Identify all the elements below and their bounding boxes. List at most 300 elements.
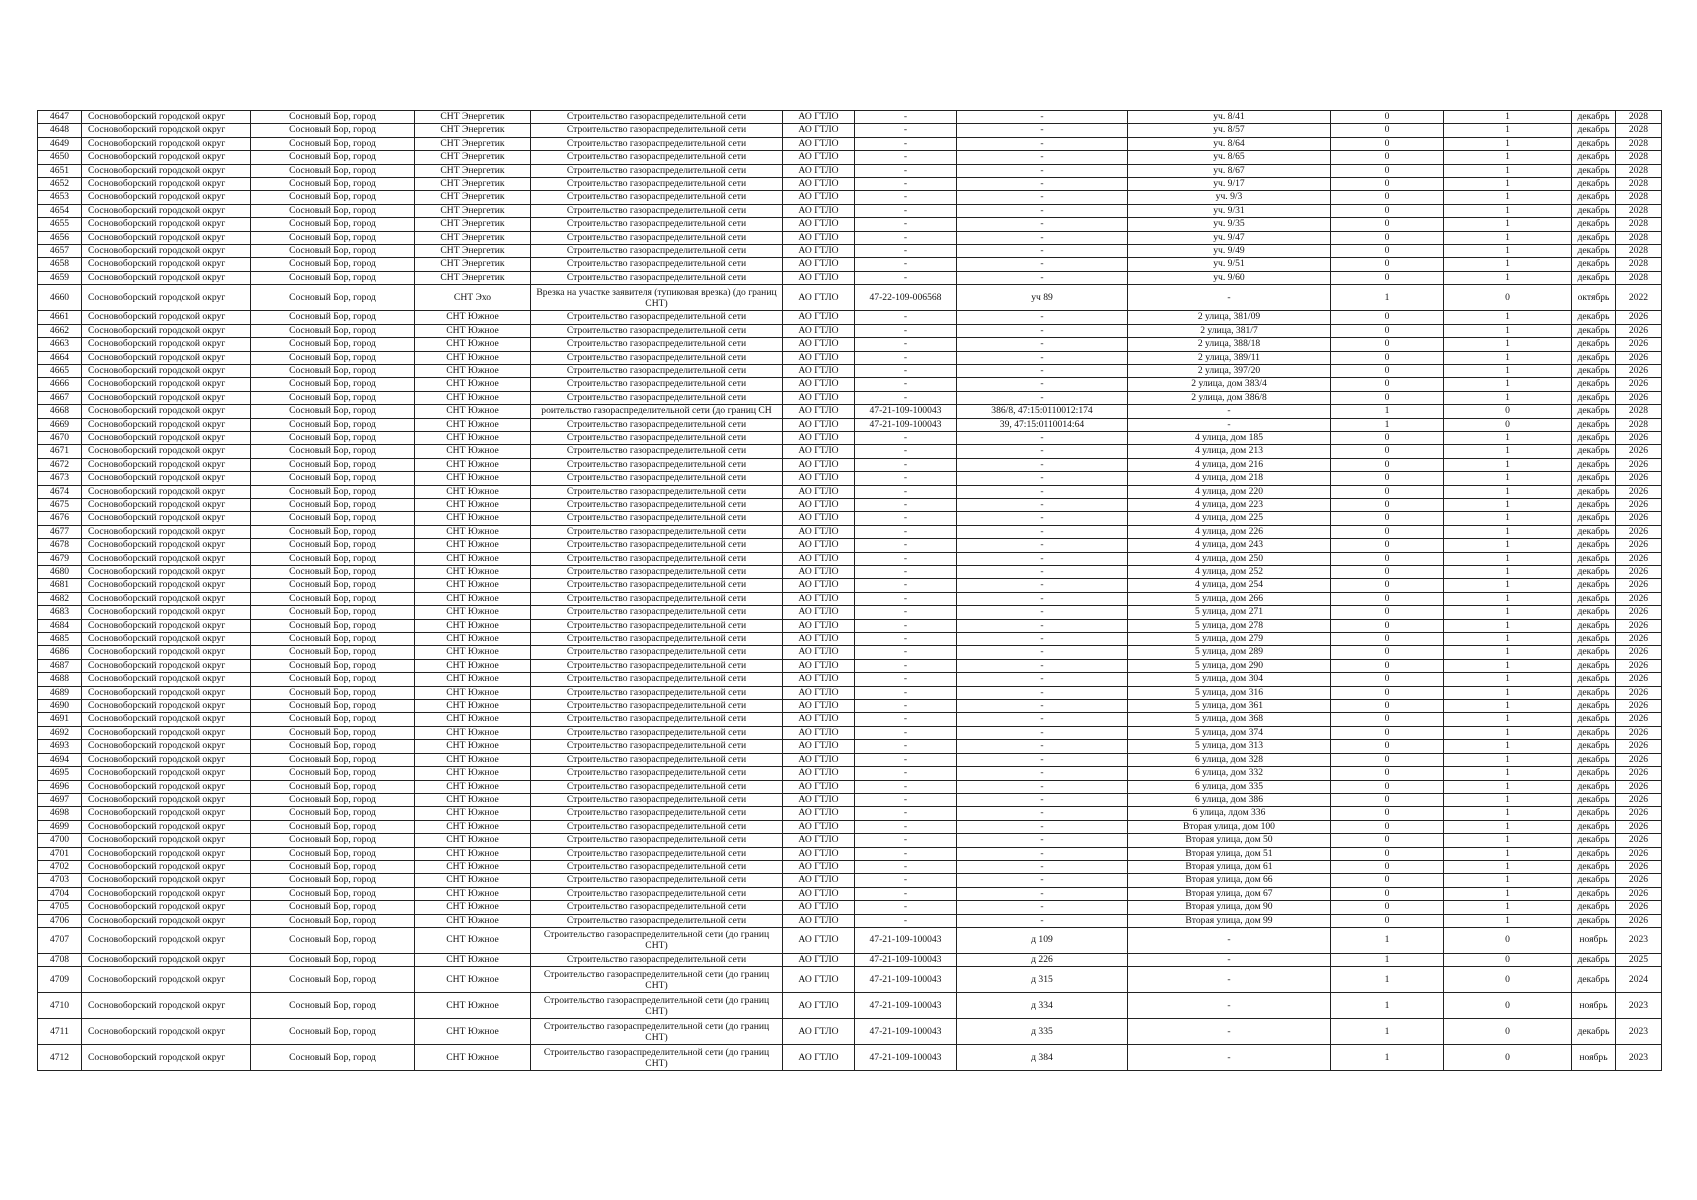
work-type-cell: Строительство газораспределительной сети xyxy=(531,901,783,914)
operator-cell: АО ГТЛО xyxy=(783,953,855,966)
table-row xyxy=(38,927,1662,953)
operator-cell: АО ГТЛО xyxy=(783,271,855,284)
plot-cell: - xyxy=(957,378,1128,391)
snt-cell: СНТ Южное xyxy=(415,552,531,565)
value-2-cell: 1 xyxy=(1444,431,1572,444)
value-2-cell: 1 xyxy=(1444,164,1572,177)
table-row xyxy=(38,619,1662,632)
settlement-cell: Сосновый Бор, город xyxy=(251,1019,415,1045)
settlement-cell: Сосновый Бор, город xyxy=(251,914,415,927)
value-2-cell: 1 xyxy=(1444,445,1572,458)
value-1-cell: 0 xyxy=(1331,191,1444,204)
municipality-cell: Сосновоборский городской округ xyxy=(82,191,251,204)
municipality-cell: Сосновоборский городской округ xyxy=(82,820,251,833)
value-2-cell: 1 xyxy=(1444,686,1572,699)
row-number: 4664 xyxy=(38,351,82,364)
snt-cell: СНТ Южное xyxy=(415,807,531,820)
month-cell: декабрь xyxy=(1572,271,1616,284)
value-1-cell: 0 xyxy=(1331,431,1444,444)
row-number: 4647 xyxy=(38,111,82,124)
table-row xyxy=(38,686,1662,699)
work-type-cell: Строительство газораспределительной сети xyxy=(531,525,783,538)
year-cell: 2026 xyxy=(1616,498,1662,511)
settlement-cell: Сосновый Бор, город xyxy=(251,191,415,204)
municipality-cell: Сосновоборский городской округ xyxy=(82,659,251,672)
municipality-cell: Сосновоборский городской округ xyxy=(82,700,251,713)
municipality-cell: Сосновоборский городской округ xyxy=(82,151,251,164)
work-type-cell: Строительство газораспределительной сети xyxy=(531,391,783,404)
address-cell: 4 улица, дом 223 xyxy=(1128,498,1331,511)
settlement-cell: Сосновый Бор, город xyxy=(251,887,415,900)
year-cell: 2026 xyxy=(1616,324,1662,337)
operator-cell: АО ГТЛО xyxy=(783,111,855,124)
address-cell: уч. 8/64 xyxy=(1128,137,1331,150)
plot-cell: д 315 xyxy=(957,967,1128,993)
table-row xyxy=(38,364,1662,377)
table-row xyxy=(38,834,1662,847)
operator-cell: АО ГТЛО xyxy=(783,164,855,177)
settlement-cell: Сосновый Бор, город xyxy=(251,271,415,284)
row-number: 4684 xyxy=(38,619,82,632)
month-cell: декабрь xyxy=(1572,405,1616,418)
work-type-cell: Строительство газораспределительной сети xyxy=(531,151,783,164)
operator-cell: АО ГТЛО xyxy=(783,485,855,498)
work-type-cell: Строительство газораспределительной сети xyxy=(531,111,783,124)
snt-cell: СНТ Южное xyxy=(415,378,531,391)
month-cell: декабрь xyxy=(1572,834,1616,847)
operator-cell: АО ГТЛО xyxy=(783,245,855,258)
municipality-cell: Сосновоборский городской округ xyxy=(82,111,251,124)
row-number: 4692 xyxy=(38,726,82,739)
snt-cell: СНТ Энергетик xyxy=(415,111,531,124)
snt-cell: СНТ Энергетик xyxy=(415,245,531,258)
cadastral-cell: - xyxy=(855,351,957,364)
settlement-cell: Сосновый Бор, город xyxy=(251,178,415,191)
snt-cell: СНТ Южное xyxy=(415,953,531,966)
operator-cell: АО ГТЛО xyxy=(783,887,855,900)
operator-cell: АО ГТЛО xyxy=(783,606,855,619)
work-type-cell: Строительство газораспределительной сети xyxy=(531,245,783,258)
address-cell: уч. 9/47 xyxy=(1128,231,1331,244)
snt-cell: СНТ Южное xyxy=(415,498,531,511)
work-type-cell: Строительство газораспределительной сети xyxy=(531,204,783,217)
municipality-cell: Сосновоборский городской округ xyxy=(82,418,251,431)
value-1-cell: 0 xyxy=(1331,338,1444,351)
work-type-cell: Строительство газораспределительной сети xyxy=(531,364,783,377)
value-2-cell: 1 xyxy=(1444,258,1572,271)
work-type-cell: Строительство газораспределительной сети xyxy=(531,552,783,565)
plot-cell: - xyxy=(957,820,1128,833)
month-cell: декабрь xyxy=(1572,445,1616,458)
cadastral-cell: - xyxy=(855,245,957,258)
table-row xyxy=(38,151,1662,164)
year-cell: 2023 xyxy=(1616,1019,1662,1045)
plot-cell: - xyxy=(957,619,1128,632)
year-cell: 2028 xyxy=(1616,218,1662,231)
value-2-cell: 1 xyxy=(1444,874,1572,887)
settlement-cell: Сосновый Бор, город xyxy=(251,820,415,833)
plot-cell: - xyxy=(957,767,1128,780)
cadastral-cell: - xyxy=(855,793,957,806)
snt-cell: СНТ Южное xyxy=(415,472,531,485)
operator-cell: АО ГТЛО xyxy=(783,405,855,418)
month-cell: декабрь xyxy=(1572,364,1616,377)
plot-cell: - xyxy=(957,391,1128,404)
value-1-cell: 0 xyxy=(1331,780,1444,793)
work-type-cell: Строительство газораспределительной сети xyxy=(531,271,783,284)
address-cell: 4 улица, дом 250 xyxy=(1128,552,1331,565)
cadastral-cell: - xyxy=(855,860,957,873)
work-type-cell: Строительство газораспределительной сети xyxy=(531,592,783,605)
value-2-cell: 1 xyxy=(1444,633,1572,646)
plot-cell: - xyxy=(957,874,1128,887)
table-row xyxy=(38,967,1662,993)
operator-cell: АО ГТЛО xyxy=(783,726,855,739)
municipality-cell: Сосновоборский городской округ xyxy=(82,807,251,820)
settlement-cell: Сосновый Бор, город xyxy=(251,993,415,1019)
work-type-cell: Строительство газораспределительной сети xyxy=(531,847,783,860)
snt-cell: СНТ Энергетик xyxy=(415,124,531,137)
value-2-cell: 1 xyxy=(1444,767,1572,780)
settlement-cell: Сосновый Бор, город xyxy=(251,258,415,271)
plot-cell: - xyxy=(957,646,1128,659)
cadastral-cell: - xyxy=(855,874,957,887)
operator-cell: АО ГТЛО xyxy=(783,458,855,471)
work-type-cell: Строительство газораспределительной сети xyxy=(531,820,783,833)
table-row xyxy=(38,418,1662,431)
month-cell: декабрь xyxy=(1572,204,1616,217)
cadastral-cell: - xyxy=(855,258,957,271)
operator-cell: АО ГТЛО xyxy=(783,592,855,605)
operator-cell: АО ГТЛО xyxy=(783,351,855,364)
year-cell: 2026 xyxy=(1616,686,1662,699)
settlement-cell: Сосновый Бор, город xyxy=(251,338,415,351)
cadastral-cell: - xyxy=(855,525,957,538)
value-2-cell: 1 xyxy=(1444,324,1572,337)
plot-cell: - xyxy=(957,324,1128,337)
value-1-cell: 0 xyxy=(1331,619,1444,632)
value-2-cell: 1 xyxy=(1444,753,1572,766)
value-2-cell: 0 xyxy=(1444,1045,1572,1071)
row-number: 4699 xyxy=(38,820,82,833)
cadastral-cell: - xyxy=(855,191,957,204)
value-1-cell: 0 xyxy=(1331,820,1444,833)
year-cell: 2022 xyxy=(1616,285,1662,311)
year-cell: 2026 xyxy=(1616,338,1662,351)
year-cell: 2023 xyxy=(1616,1045,1662,1071)
snt-cell: СНТ Южное xyxy=(415,834,531,847)
snt-cell: СНТ Энергетик xyxy=(415,164,531,177)
row-number: 4665 xyxy=(38,364,82,377)
month-cell: декабрь xyxy=(1572,164,1616,177)
row-number: 4661 xyxy=(38,311,82,324)
table-row xyxy=(38,137,1662,150)
value-1-cell: 1 xyxy=(1331,993,1444,1019)
value-1-cell: 0 xyxy=(1331,364,1444,377)
municipality-cell: Сосновоборский городской округ xyxy=(82,927,251,953)
plot-cell: - xyxy=(957,606,1128,619)
snt-cell: СНТ Южное xyxy=(415,967,531,993)
year-cell: 2026 xyxy=(1616,539,1662,552)
value-1-cell: 0 xyxy=(1331,271,1444,284)
municipality-cell: Сосновоборский городской округ xyxy=(82,231,251,244)
cadastral-cell: - xyxy=(855,498,957,511)
value-1-cell: 0 xyxy=(1331,633,1444,646)
table-row xyxy=(38,740,1662,753)
snt-cell: СНТ Южное xyxy=(415,740,531,753)
operator-cell: АО ГТЛО xyxy=(783,231,855,244)
table-row xyxy=(38,673,1662,686)
data-table xyxy=(37,110,1662,1071)
year-cell: 2026 xyxy=(1616,512,1662,525)
work-type-cell: Строительство газораспределительной сети xyxy=(531,860,783,873)
cadastral-cell: 47-21-109-100043 xyxy=(855,967,957,993)
address-cell: - xyxy=(1128,418,1331,431)
address-cell: 6 улица, дом 328 xyxy=(1128,753,1331,766)
row-number: 4690 xyxy=(38,700,82,713)
plot-cell: - xyxy=(957,271,1128,284)
address-cell: 4 улица, дом 243 xyxy=(1128,539,1331,552)
row-number: 4683 xyxy=(38,606,82,619)
value-2-cell: 1 xyxy=(1444,178,1572,191)
cadastral-cell: - xyxy=(855,391,957,404)
value-1-cell: 0 xyxy=(1331,807,1444,820)
address-cell: 5 улица, дом 289 xyxy=(1128,646,1331,659)
year-cell: 2028 xyxy=(1616,204,1662,217)
snt-cell: СНТ Южное xyxy=(415,914,531,927)
value-1-cell: 0 xyxy=(1331,767,1444,780)
plot-cell: - xyxy=(957,673,1128,686)
table-row xyxy=(38,993,1662,1019)
municipality-cell: Сосновоборский городской округ xyxy=(82,834,251,847)
value-1-cell: 0 xyxy=(1331,378,1444,391)
operator-cell: АО ГТЛО xyxy=(783,124,855,137)
operator-cell: АО ГТЛО xyxy=(783,338,855,351)
cadastral-cell: - xyxy=(855,458,957,471)
work-type-cell: Строительство газораспределительной сети xyxy=(531,512,783,525)
operator-cell: АО ГТЛО xyxy=(783,418,855,431)
cadastral-cell: - xyxy=(855,767,957,780)
snt-cell: СНТ Южное xyxy=(415,445,531,458)
address-cell: - xyxy=(1128,993,1331,1019)
work-type-cell: Строительство газораспределительной сети xyxy=(531,807,783,820)
year-cell: 2026 xyxy=(1616,646,1662,659)
value-2-cell: 1 xyxy=(1444,659,1572,672)
cadastral-cell: - xyxy=(855,512,957,525)
settlement-cell: Сосновый Бор, город xyxy=(251,539,415,552)
plot-cell: - xyxy=(957,539,1128,552)
municipality-cell: Сосновоборский городской округ xyxy=(82,686,251,699)
cadastral-cell: - xyxy=(855,646,957,659)
table-row xyxy=(38,579,1662,592)
plot-cell: - xyxy=(957,204,1128,217)
plot-cell: д 109 xyxy=(957,927,1128,953)
value-2-cell: 0 xyxy=(1444,1019,1572,1045)
snt-cell: СНТ Южное xyxy=(415,606,531,619)
plot-cell: - xyxy=(957,512,1128,525)
month-cell: декабрь xyxy=(1572,418,1616,431)
month-cell: декабрь xyxy=(1572,686,1616,699)
year-cell: 2028 xyxy=(1616,124,1662,137)
address-cell: 4 улица, дом 220 xyxy=(1128,485,1331,498)
work-type-cell: Строительство газораспределительной сети xyxy=(531,619,783,632)
value-1-cell: 0 xyxy=(1331,178,1444,191)
address-cell: 2 улица, дом 386/8 xyxy=(1128,391,1331,404)
municipality-cell: Сосновоборский городской округ xyxy=(82,901,251,914)
plot-cell: - xyxy=(957,847,1128,860)
table-row xyxy=(38,498,1662,511)
value-1-cell: 0 xyxy=(1331,137,1444,150)
settlement-cell: Сосновый Бор, город xyxy=(251,498,415,511)
value-2-cell: 1 xyxy=(1444,793,1572,806)
table-row xyxy=(38,285,1662,311)
row-number: 4706 xyxy=(38,914,82,927)
row-number: 4687 xyxy=(38,659,82,672)
table-row xyxy=(38,204,1662,217)
value-2-cell: 1 xyxy=(1444,740,1572,753)
month-cell: декабрь xyxy=(1572,646,1616,659)
row-number: 4679 xyxy=(38,552,82,565)
work-type-cell: Строительство газораспределительной сети xyxy=(531,164,783,177)
month-cell: декабрь xyxy=(1572,178,1616,191)
snt-cell: СНТ Южное xyxy=(415,847,531,860)
address-cell: 2 улица, дом 383/4 xyxy=(1128,378,1331,391)
year-cell: 2026 xyxy=(1616,914,1662,927)
plot-cell: - xyxy=(957,364,1128,377)
year-cell: 2026 xyxy=(1616,673,1662,686)
work-type-cell: Строительство газораспределительной сети xyxy=(531,458,783,471)
settlement-cell: Сосновый Бор, город xyxy=(251,953,415,966)
month-cell: декабрь xyxy=(1572,847,1616,860)
address-cell: 5 улица, дом 279 xyxy=(1128,633,1331,646)
plot-cell: - xyxy=(957,458,1128,471)
year-cell: 2026 xyxy=(1616,874,1662,887)
month-cell: ноябрь xyxy=(1572,927,1616,953)
table-row xyxy=(38,485,1662,498)
plot-cell: - xyxy=(957,231,1128,244)
value-2-cell: 1 xyxy=(1444,592,1572,605)
row-number: 4662 xyxy=(38,324,82,337)
value-1-cell: 0 xyxy=(1331,124,1444,137)
municipality-cell: Сосновоборский городской округ xyxy=(82,993,251,1019)
cadastral-cell: - xyxy=(855,271,957,284)
work-type-cell: Строительство газораспределительной сети (до границ СНТ) xyxy=(531,927,783,953)
operator-cell: АО ГТЛО xyxy=(783,324,855,337)
year-cell: 2024 xyxy=(1616,967,1662,993)
year-cell: 2026 xyxy=(1616,807,1662,820)
table-row xyxy=(38,566,1662,579)
settlement-cell: Сосновый Бор, город xyxy=(251,646,415,659)
cadastral-cell: 47-21-109-100043 xyxy=(855,927,957,953)
snt-cell: СНТ Южное xyxy=(415,364,531,377)
snt-cell: СНТ Южное xyxy=(415,713,531,726)
table-row xyxy=(38,405,1662,418)
table-row xyxy=(38,606,1662,619)
year-cell: 2023 xyxy=(1616,993,1662,1019)
year-cell: 2026 xyxy=(1616,351,1662,364)
cadastral-cell: 47-21-109-100043 xyxy=(855,1045,957,1071)
snt-cell: СНТ Южное xyxy=(415,860,531,873)
settlement-cell: Сосновый Бор, город xyxy=(251,579,415,592)
municipality-cell: Сосновоборский городской округ xyxy=(82,137,251,150)
value-2-cell: 1 xyxy=(1444,619,1572,632)
operator-cell: АО ГТЛО xyxy=(783,700,855,713)
row-number: 4657 xyxy=(38,245,82,258)
operator-cell: АО ГТЛО xyxy=(783,204,855,217)
cadastral-cell: - xyxy=(855,472,957,485)
year-cell: 2026 xyxy=(1616,887,1662,900)
plot-cell: - xyxy=(957,137,1128,150)
value-1-cell: 0 xyxy=(1331,860,1444,873)
month-cell: декабрь xyxy=(1572,539,1616,552)
value-1-cell: 1 xyxy=(1331,285,1444,311)
row-number: 4669 xyxy=(38,418,82,431)
address-cell: 5 улица, дом 361 xyxy=(1128,700,1331,713)
year-cell: 2028 xyxy=(1616,245,1662,258)
row-number: 4649 xyxy=(38,137,82,150)
snt-cell: СНТ Южное xyxy=(415,619,531,632)
plot-cell: - xyxy=(957,164,1128,177)
table-row xyxy=(38,767,1662,780)
snt-cell: СНТ Южное xyxy=(415,431,531,444)
snt-cell: СНТ Южное xyxy=(415,874,531,887)
snt-cell: СНТ Энергетик xyxy=(415,178,531,191)
row-number: 4712 xyxy=(38,1045,82,1071)
value-2-cell: 1 xyxy=(1444,204,1572,217)
address-cell: 4 улица, дом 185 xyxy=(1128,431,1331,444)
table-row xyxy=(38,231,1662,244)
value-2-cell: 0 xyxy=(1444,967,1572,993)
address-cell: уч. 9/60 xyxy=(1128,271,1331,284)
table-row xyxy=(38,539,1662,552)
address-cell: - xyxy=(1128,927,1331,953)
table-row xyxy=(38,258,1662,271)
row-number: 4674 xyxy=(38,485,82,498)
value-2-cell: 1 xyxy=(1444,860,1572,873)
settlement-cell: Сосновый Бор, город xyxy=(251,204,415,217)
operator-cell: АО ГТЛО xyxy=(783,539,855,552)
row-number: 4678 xyxy=(38,539,82,552)
value-2-cell: 1 xyxy=(1444,245,1572,258)
cadastral-cell: - xyxy=(855,378,957,391)
operator-cell: АО ГТЛО xyxy=(783,191,855,204)
table-row xyxy=(38,378,1662,391)
month-cell: декабрь xyxy=(1572,673,1616,686)
municipality-cell: Сосновоборский городской округ xyxy=(82,445,251,458)
row-number: 4711 xyxy=(38,1019,82,1045)
cadastral-cell: - xyxy=(855,659,957,672)
value-1-cell: 1 xyxy=(1331,1019,1444,1045)
work-type-cell: Строительство газораспределительной сети (до границ СНТ) xyxy=(531,993,783,1019)
operator-cell: АО ГТЛО xyxy=(783,633,855,646)
cadastral-cell: - xyxy=(855,740,957,753)
settlement-cell: Сосновый Бор, город xyxy=(251,512,415,525)
municipality-cell: Сосновоборский городской округ xyxy=(82,726,251,739)
cadastral-cell: - xyxy=(855,324,957,337)
address-cell: 6 улица, лдом 336 xyxy=(1128,807,1331,820)
row-number: 4671 xyxy=(38,445,82,458)
address-cell: 5 улица, дом 278 xyxy=(1128,619,1331,632)
value-2-cell: 1 xyxy=(1444,606,1572,619)
plot-cell: - xyxy=(957,258,1128,271)
cadastral-cell: - xyxy=(855,364,957,377)
operator-cell: АО ГТЛО xyxy=(783,673,855,686)
table-row xyxy=(38,512,1662,525)
row-number: 4651 xyxy=(38,164,82,177)
row-number: 4689 xyxy=(38,686,82,699)
plot-cell: 39, 47:15:0110014:64 xyxy=(957,418,1128,431)
municipality-cell: Сосновоборский городской округ xyxy=(82,285,251,311)
